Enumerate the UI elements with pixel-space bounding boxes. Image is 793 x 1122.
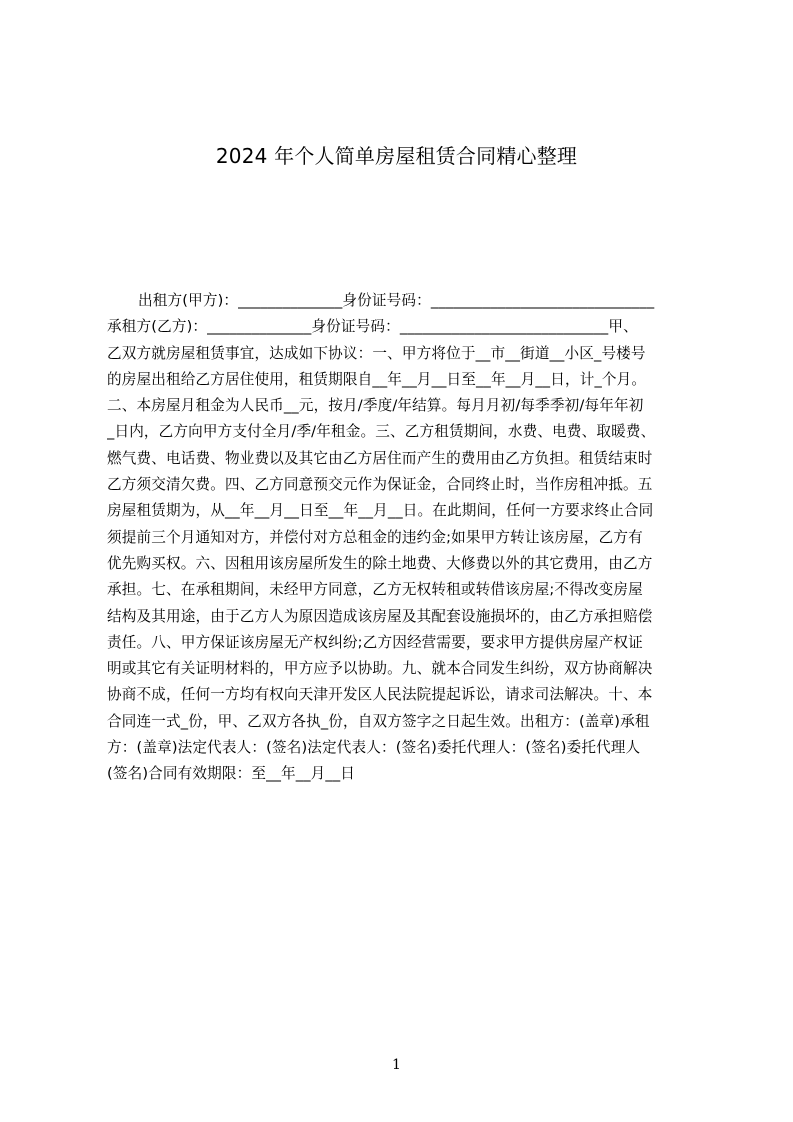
body-line: _日内，乙方向甲方支付全月/季/年租金。三、乙方租赁期间，水费、电费、取暖费、 (107, 423, 656, 441)
body-line: 结构及其用途，由于乙方人为原因造成该房屋及其配套设施损坏的，由乙方承担赔偿 (107, 607, 653, 625)
body-line: 乙方须交清欠费。四、乙方同意预交元作为保证金，合同终止时，当作房租冲抵。五 (107, 476, 653, 494)
body-line: (签名)合同有效期限：至__年__月__日 (107, 765, 356, 783)
body-line: 明或其它有关证明材料的，甲方应予以协助。九、就本合同发生纠纷，双方协商解决 (107, 660, 653, 678)
contract-body (107, 288, 698, 788)
body-line: 优先购买权。六、因租用该房屋所发生的除土地费、大修费以外的其它费用，由乙方 (107, 554, 653, 572)
page-number: 1 (392, 1057, 401, 1073)
body-line: 承担。七、在承租期间，未经甲方同意，乙方无权转租或转借该房屋;不得改变房屋 (107, 581, 643, 599)
body-line: 责任。八、甲方保证该房屋无产权纠纷;乙方因经营需要，要求甲方提供房屋产权证 (107, 633, 643, 651)
body-line: 须提前三个月通知对方，并偿付对方总租金的违约金;如果甲方转让该房屋，乙方有 (107, 528, 643, 546)
body-line: 二、本房屋月租金为人民币__元，按月/季度/年结算。每月月初/每季季初/每年年初 (107, 397, 644, 415)
body-line: 房屋租赁期为，从__年__月__日至__年__月__日。在此期间，任何一方要求终止合同 (107, 502, 654, 520)
body-line: 出租方(甲方)：______________身份证号码：______________________________ (138, 292, 655, 309)
body-line: 承租方(乙方)：______________身份证号码：____________________________甲、 (107, 318, 638, 336)
body-line: 乙双方就房屋租赁事宜，达成如下协议：一、甲方将位于__市__街道__小区_号楼号 (107, 344, 646, 362)
body-line: 方：(盖章)法定代表人：(签名)法定代表人：(签名)委托代理人：(签名)委托代理人 (107, 739, 641, 757)
body-line: 合同连一式_份，甲、乙双方各执_份，自双方签字之日起生效。出租方：(盖章)承租 (107, 712, 650, 730)
body-line: 的房屋出租给乙方居住使用，租赁期限自__年__月__日至__年__月__日，计_个月。 (107, 370, 647, 388)
document-title: 2024 年个人简单房屋租赁合同精心整理 (215, 144, 578, 168)
body-line: 燃气费、电话费、物业费以及其它由乙方居住而产生的费用由乙方负担。租赁结束时 (107, 449, 653, 467)
body-line: 协商不成，任何一方均有权向天津开发区人民法院提起诉讼，请求司法解决。十、本 (107, 686, 653, 704)
